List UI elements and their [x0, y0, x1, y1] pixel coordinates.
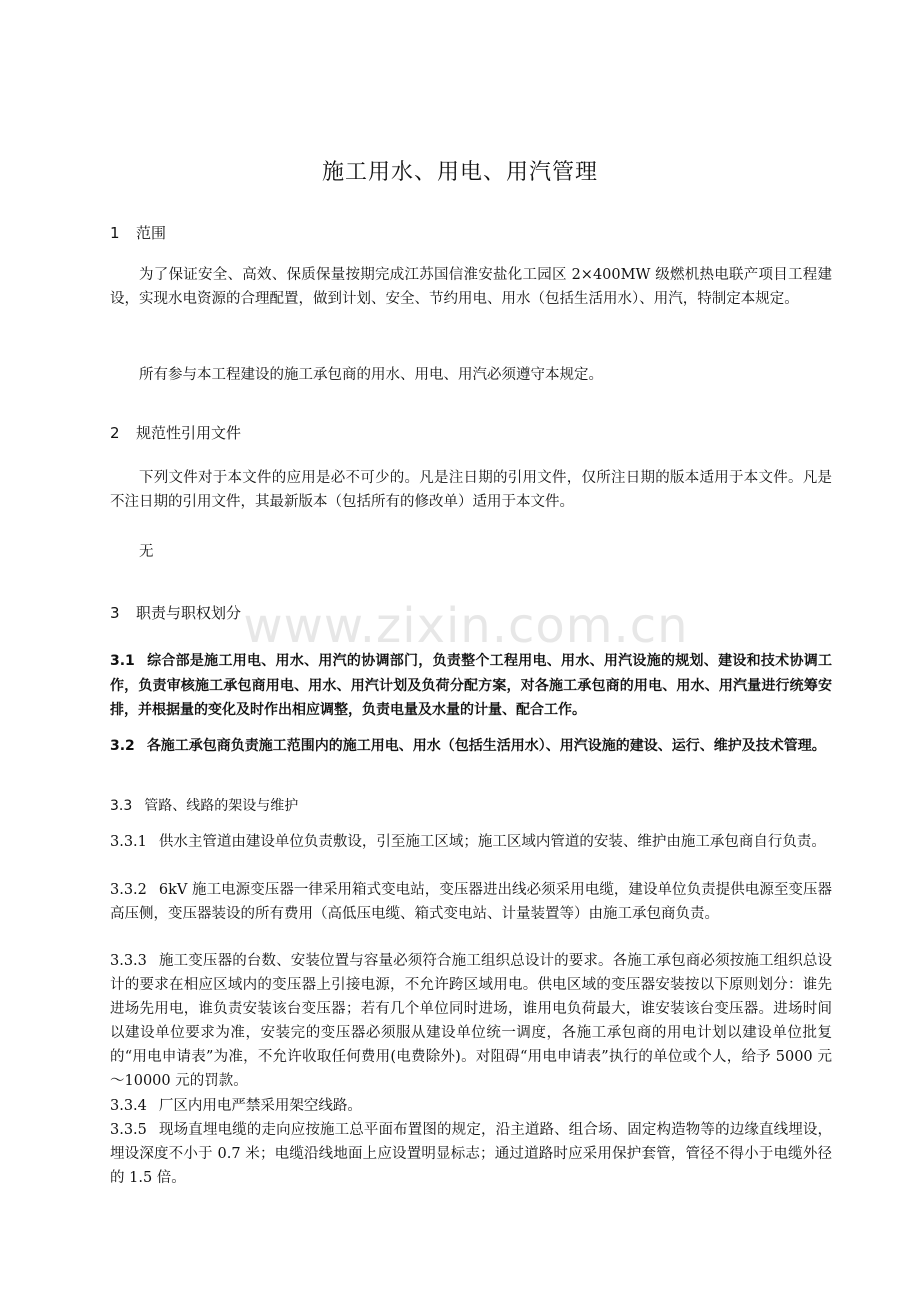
clause-3-3-2 — [110, 878, 832, 926]
section-1-heading — [110, 222, 810, 243]
section-2-heading — [110, 422, 810, 443]
section-number: 3 — [110, 604, 120, 622]
clause-text: 现场直埋电缆的走向应按施工总平面布置图的规定，沿主道路、组合场、固定构造物等的边缘直线埋设，埋设深度不小于 0.7 米；电缆沿线地面上应设置明显标志；通过道路时应采用保护套管，管径不得小于电缆外径的 1.5 倍。 — [110, 1122, 832, 1186]
clause-number: 3.3.4 — [110, 1098, 147, 1114]
clause-3-3-3 — [110, 949, 832, 1093]
section-number: 1 — [110, 224, 120, 242]
clause-text: 厂区内用电严禁采用架空线路。 — [158, 1098, 362, 1114]
clause-number: 3.3.2 — [110, 882, 147, 898]
clause-number: 3.3.5 — [110, 1122, 147, 1138]
section-1-paragraph-1: 为了保证安全、高效、保质保量按期完成江苏国信淮安盐化工园区 2×400MW 级燃机热电联产项目工程建设，实现水电资源的合理配置，做到计划、安全、节约用电、用水（包括生活用水）、用汽，特制定本规定。 — [110, 267, 832, 307]
section-2-paragraph-1: 下列文件对于本文件的应用是必不可少的。凡是注日期的引用文件，仅所注日期的版本适用于本文件。凡是不注日期的引用文件，其最新版本（包括所有的修改单）适用于本文件。 — [110, 470, 832, 510]
section-title: 范围 — [136, 224, 167, 242]
clause-3-3-1 — [110, 830, 832, 854]
clause-text: 供水主管道由建设单位负责敷设，引至施工区域；施工区域内管道的安装、维护由施工承包商自行负责。 — [158, 834, 826, 850]
clause-number: 3.3 — [110, 798, 133, 814]
section-number: 2 — [110, 424, 120, 442]
clause-number: 3.2 — [110, 738, 135, 754]
clause-3-3-4 — [110, 1094, 832, 1118]
clause-number: 3.1 — [110, 653, 135, 669]
clause-3-2 — [110, 734, 832, 759]
clause-3-1 — [110, 649, 832, 723]
watermark: www.zixin.com.cn — [243, 598, 689, 654]
clause-text: 施工变压器的台数、安装位置与容量必须符合施工组织总设计的要求。各施工承包商必须按施工组织总设计的要求在相应区域内的变压器上引接电源，不允许跨区域用电。供电区域的变压器安装按以下原则划分：谁先进场先用电，谁负责安装该台变压器；若有几个单位同时进场，谁用电负荷最大，谁安装该台变压器。进场时间以建设单位要求为准，安装完的变压器必须服从建设单位统一调度，各施工承包商的用电计划以建设单位批复的“用电申请表”为准，不允许收取任何费用(电费除外)。对阻碍“用电申请表”执行的单位或个人，给予 5000 元～10000 元的罚款。 — [110, 953, 832, 1089]
section-3-heading — [110, 602, 810, 623]
section-2-paragraph-2: 无 — [139, 544, 154, 560]
clause-text: 各施工承包商负责施工范围内的施工用电、用水（包括生活用水）、用汽设施的建设、运行、维护及技术管理。 — [146, 738, 826, 754]
clause-title: 管路、线路的架设与维护 — [144, 798, 299, 814]
clause-text: 6kV 施工电源变压器一律采用箱式变电站，变压器进出线必须采用电缆，建设单位负责提供电源至变压器高压侧，变压器装设的所有费用（高低压电缆、箱式变电站、计量装置等）由施工承包商负责。 — [110, 882, 832, 922]
section-title: 规范性引用文件 — [136, 424, 242, 442]
clause-3-3-heading — [110, 795, 810, 815]
clause-3-3-5 — [110, 1118, 832, 1190]
clause-number: 3.3.3 — [110, 953, 147, 969]
page-title: 施工用水、用电、用汽管理 — [321, 160, 598, 185]
clause-text: 综合部是施工用电、用水、用汽的协调部门，负责整个工程用电、用水、用汽设施的规划、建设和技术协调工作，负责审核施工承包商用电、用水、用汽计划及负荷分配方案，对各施工承包商的用电、用水、用汽量进行统筹安排，并根据量的变化及时作出相应调整，负责电量及水量的计量、配合工作。 — [110, 653, 832, 718]
clause-number: 3.3.1 — [110, 834, 147, 850]
section-title: 职责与职权划分 — [136, 604, 242, 622]
section-1-paragraph-2: 所有参与本工程建设的施工承包商的用水、用电、用汽必须遵守本规定。 — [139, 367, 603, 383]
